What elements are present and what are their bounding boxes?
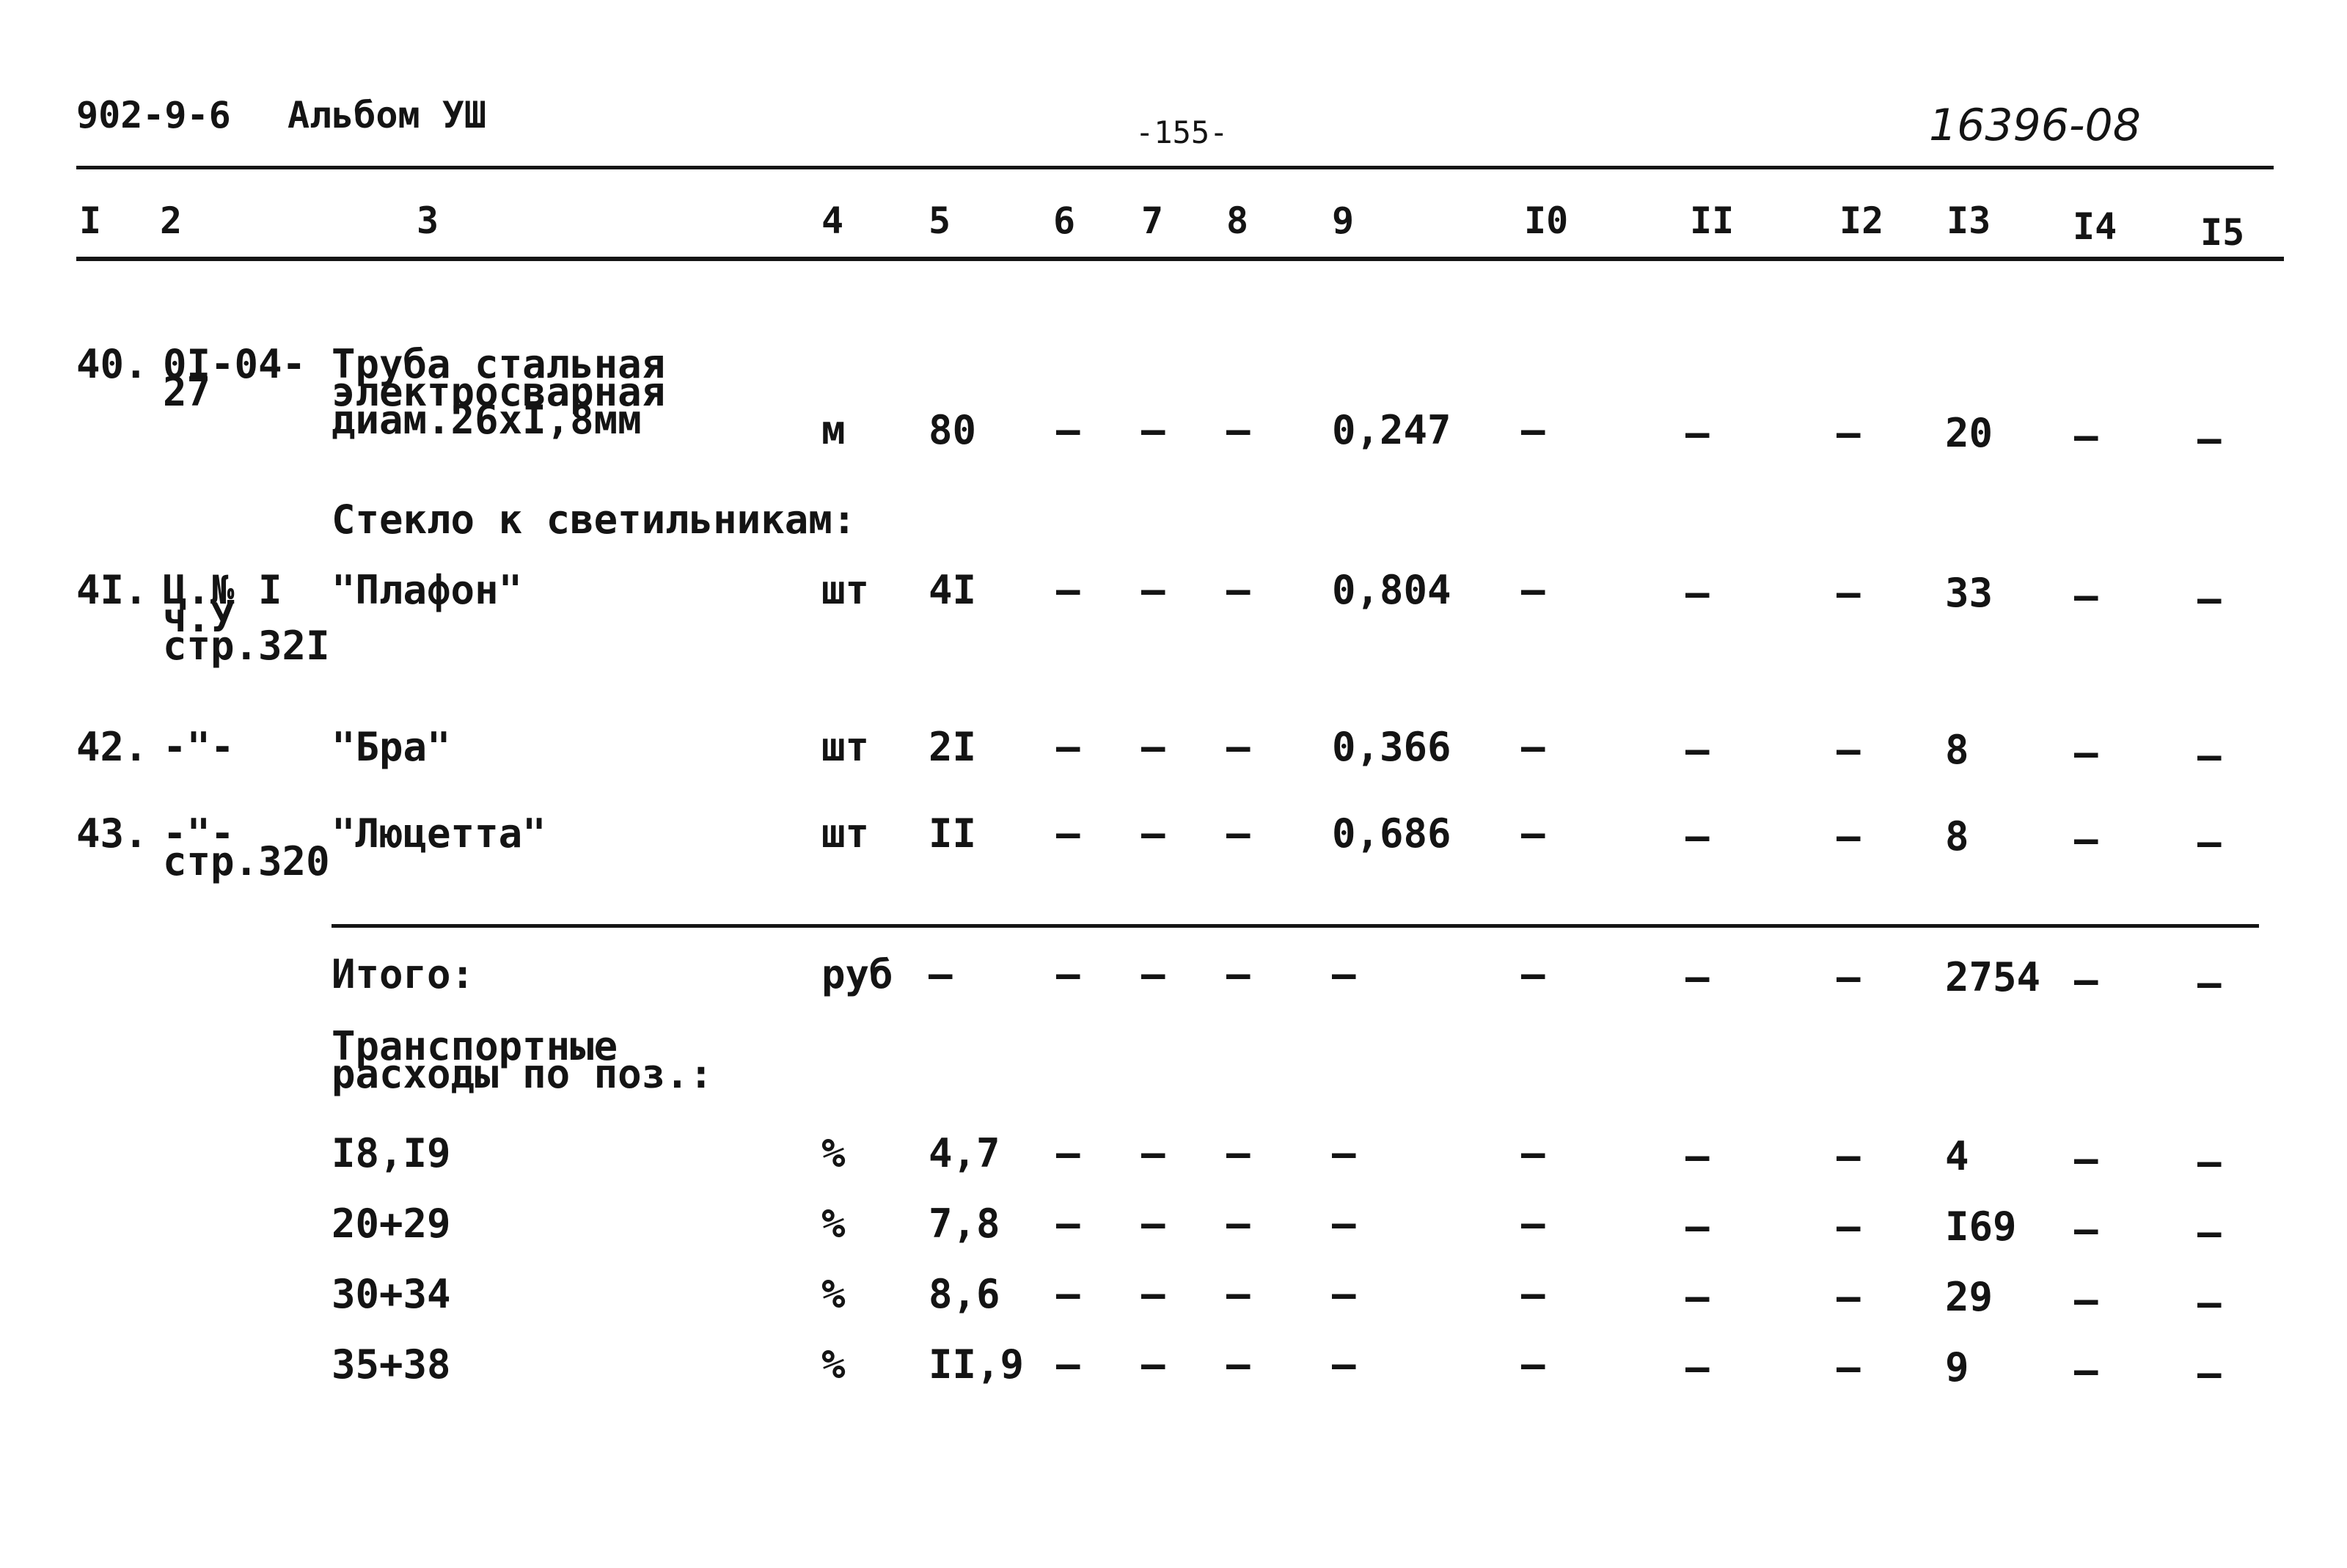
row-col14: – <box>2074 413 2098 459</box>
transport-col7: – <box>1141 1271 1165 1317</box>
total-col8: – <box>1226 951 1251 997</box>
row-unit: шт <box>821 567 870 613</box>
row-number: 42. <box>76 724 148 770</box>
transport-col15: – <box>2197 1139 2222 1185</box>
row-col14: – <box>2074 573 2098 619</box>
transport-rate: II,9 <box>929 1341 1025 1388</box>
row-col7: – <box>1141 567 1165 613</box>
row-col6: – <box>1056 407 1080 453</box>
total-col6: – <box>1056 951 1080 997</box>
transport-col11: – <box>1685 1204 1710 1250</box>
transport-col14: – <box>2074 1347 2098 1393</box>
header-bottom-rule <box>76 257 2284 261</box>
total-col15: – <box>2197 960 2222 1006</box>
album-label: Альбом УШ <box>288 94 486 136</box>
row-col8: – <box>1226 567 1251 613</box>
col-header-7: 7 <box>1141 199 1164 242</box>
col-header-4: 4 <box>821 199 844 242</box>
total-col13: 2754 <box>1945 954 2041 1000</box>
row-col15: – <box>2197 733 2222 779</box>
total-col9: – <box>1332 951 1356 997</box>
row-reference: 0I-04- 27 <box>163 341 307 415</box>
row-col7: – <box>1141 407 1165 453</box>
page-number: -155- <box>1135 114 1229 150</box>
total-unit: руб <box>821 951 893 997</box>
row-col9: 0,366 <box>1332 724 1451 770</box>
row-col10: – <box>1521 724 1545 770</box>
transport-col10: – <box>1521 1341 1545 1388</box>
row-reference: Ц.№ I ч.У стр.32I <box>163 567 330 669</box>
total-quantity: – <box>929 951 953 997</box>
col-header-2: 2 <box>160 199 183 242</box>
sheet-code: 16396-08 <box>1929 100 2141 151</box>
col-header-9: 9 <box>1332 199 1355 242</box>
row-col6: – <box>1056 724 1080 770</box>
row-col11: – <box>1685 813 1710 860</box>
total-separator-rule <box>332 924 2259 928</box>
col-header-13: I3 <box>1947 199 1991 242</box>
total-col10: – <box>1521 951 1545 997</box>
transport-col14: – <box>2074 1277 2098 1323</box>
row-number: 43. <box>76 810 148 857</box>
transport-col9: – <box>1332 1271 1356 1317</box>
transport-col8: – <box>1226 1271 1251 1317</box>
transport-unit: % <box>821 1271 846 1317</box>
transport-col6: – <box>1056 1130 1080 1176</box>
transport-col12: – <box>1837 1133 1861 1179</box>
transport-rate: 4,7 <box>929 1130 1000 1176</box>
row-quantity: 2I <box>929 724 977 770</box>
row-unit: м <box>821 407 846 453</box>
row-quantity: 4I <box>929 567 977 613</box>
row-col8: – <box>1226 724 1251 770</box>
row-col12: – <box>1837 813 1861 860</box>
row-name: "Бра" <box>332 724 451 770</box>
row-col10: – <box>1521 407 1545 453</box>
transport-col6: – <box>1056 1271 1080 1317</box>
transport-rate: 7,8 <box>929 1201 1000 1247</box>
row-col13: 8 <box>1945 727 1969 773</box>
col-header-5: 5 <box>929 199 951 242</box>
transport-col14: – <box>2074 1136 2098 1182</box>
row-col15: – <box>2197 576 2222 622</box>
transport-col9: – <box>1332 1201 1356 1247</box>
transport-col13: I69 <box>1945 1204 2017 1250</box>
transport-col8: – <box>1226 1201 1251 1247</box>
row-number: 40. <box>76 341 148 387</box>
row-col9: 0,804 <box>1332 567 1451 613</box>
col-header-11: II <box>1690 199 1735 242</box>
header-top-rule <box>76 166 2274 169</box>
transport-unit: % <box>821 1201 846 1247</box>
row-unit: шт <box>821 810 870 857</box>
row-col7: – <box>1141 810 1165 857</box>
transport-col12: – <box>1837 1274 1861 1320</box>
row-col12: – <box>1837 570 1861 616</box>
transport-positions: 30+34 <box>332 1271 451 1317</box>
row-col9: 0,686 <box>1332 810 1451 857</box>
col-header-15: I5 <box>2200 211 2245 254</box>
row-quantity: II <box>929 810 977 857</box>
row-name: Труба стальная электросварная диам.26xI,8мм <box>332 341 666 443</box>
row-col11: – <box>1685 410 1710 456</box>
transport-col13: 29 <box>1945 1274 1993 1320</box>
transport-col7: – <box>1141 1130 1165 1176</box>
transport-positions: 35+38 <box>332 1341 451 1388</box>
row-col7: – <box>1141 724 1165 770</box>
col-header-6: 6 <box>1053 199 1076 242</box>
row-col12: – <box>1837 410 1861 456</box>
row-col13: 33 <box>1945 570 1993 616</box>
row-col13: 8 <box>1945 813 1969 860</box>
row-col12: – <box>1837 727 1861 773</box>
transport-positions: 20+29 <box>332 1201 451 1247</box>
transport-col14: – <box>2074 1206 2098 1253</box>
row-quantity: 80 <box>929 407 977 453</box>
transport-col8: – <box>1226 1341 1251 1388</box>
total-label: Итого: <box>332 951 475 997</box>
transport-col9: – <box>1332 1130 1356 1176</box>
row-name: "Плафон" <box>332 567 523 613</box>
transport-col7: – <box>1141 1341 1165 1388</box>
row-name: "Люцетта" <box>332 810 546 857</box>
transport-col11: – <box>1685 1133 1710 1179</box>
transport-col6: – <box>1056 1201 1080 1247</box>
row-col15: – <box>2197 416 2222 462</box>
transport-col15: – <box>2197 1280 2222 1326</box>
transport-col10: – <box>1521 1130 1545 1176</box>
row-col15: – <box>2197 819 2222 865</box>
transport-col13: 9 <box>1945 1344 1969 1391</box>
transport-rate: 8,6 <box>929 1271 1000 1317</box>
total-col7: – <box>1141 951 1165 997</box>
row-col8: – <box>1226 810 1251 857</box>
col-header-3: 3 <box>417 199 439 242</box>
col-header-12: I2 <box>1839 199 1884 242</box>
row-col6: – <box>1056 810 1080 857</box>
col-header-1: I <box>79 199 102 242</box>
row-col10: – <box>1521 567 1545 613</box>
total-col14: – <box>2074 957 2098 1003</box>
total-col12: – <box>1837 954 1861 1000</box>
row-col11: – <box>1685 727 1710 773</box>
col-header-10: I0 <box>1524 199 1569 242</box>
transport-col12: – <box>1837 1204 1861 1250</box>
row-col10: – <box>1521 810 1545 857</box>
transport-col12: – <box>1837 1344 1861 1391</box>
document-code: 902-9-6 <box>76 94 231 136</box>
transport-col7: – <box>1141 1201 1165 1247</box>
row-col9: 0,247 <box>1332 407 1451 453</box>
col-header-14: I4 <box>2073 205 2117 248</box>
section-heading: Стекло к светильникам: <box>332 497 857 543</box>
transport-unit: % <box>821 1341 846 1388</box>
transport-col13: 4 <box>1945 1133 1969 1179</box>
transport-heading: Транспортные расходы по поз.: <box>332 1023 714 1097</box>
transport-col15: – <box>2197 1350 2222 1396</box>
transport-col15: – <box>2197 1209 2222 1256</box>
col-header-8: 8 <box>1226 199 1249 242</box>
transport-col6: – <box>1056 1341 1080 1388</box>
transport-unit: % <box>821 1130 846 1176</box>
transport-col9: – <box>1332 1341 1356 1388</box>
row-reference: -"- стр.320 <box>163 810 330 884</box>
transport-positions: I8,I9 <box>332 1130 451 1176</box>
row-col6: – <box>1056 567 1080 613</box>
row-reference: -"- <box>163 724 235 770</box>
transport-col10: – <box>1521 1271 1545 1317</box>
transport-col11: – <box>1685 1344 1710 1391</box>
row-col14: – <box>2074 730 2098 776</box>
row-col13: 20 <box>1945 410 1993 456</box>
total-col11: – <box>1685 954 1710 1000</box>
transport-col8: – <box>1226 1130 1251 1176</box>
row-col14: – <box>2074 816 2098 862</box>
transport-col10: – <box>1521 1201 1545 1247</box>
transport-col11: – <box>1685 1274 1710 1320</box>
row-number: 4I. <box>76 567 148 613</box>
row-col11: – <box>1685 570 1710 616</box>
row-col8: – <box>1226 407 1251 453</box>
row-unit: шт <box>821 724 870 770</box>
